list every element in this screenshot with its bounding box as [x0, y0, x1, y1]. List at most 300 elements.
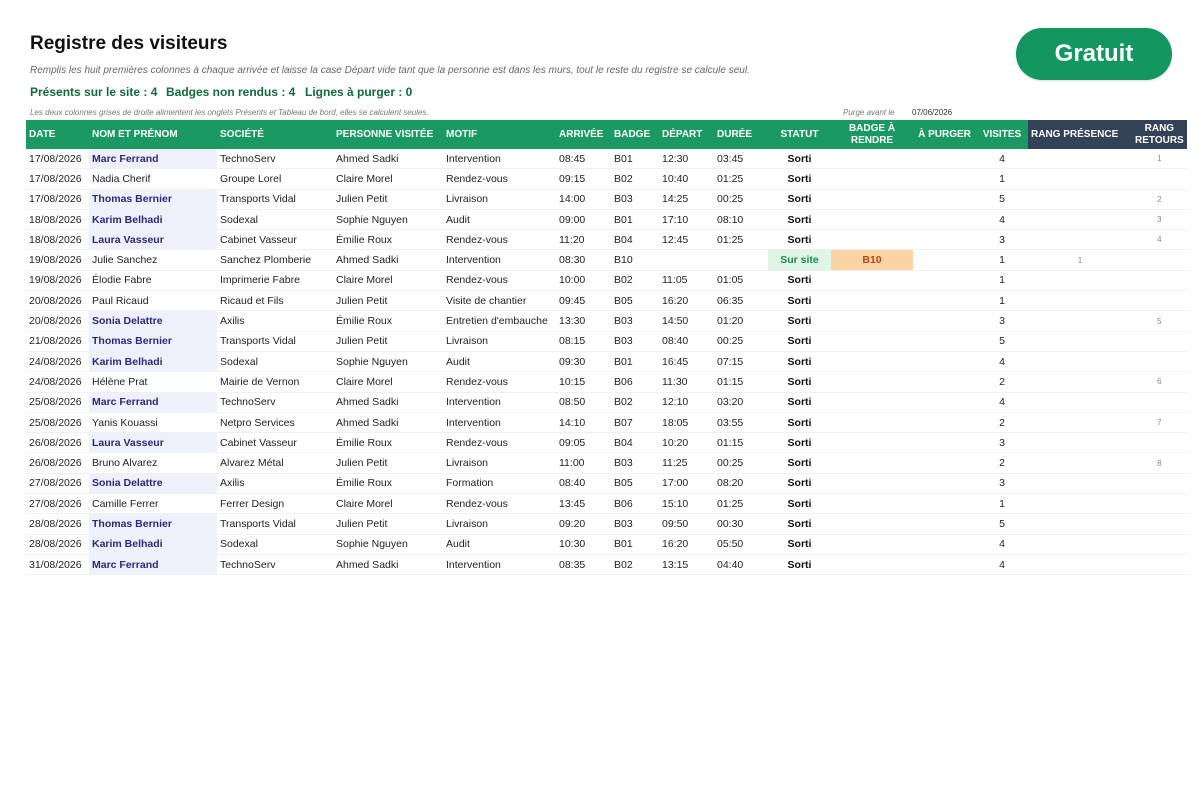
- badge-return-cell[interactable]: [831, 433, 913, 453]
- host-cell[interactable]: Émilie Roux: [333, 230, 443, 250]
- name-cell[interactable]: Hélène Prat: [89, 372, 217, 392]
- visits-cell[interactable]: 1: [976, 169, 1028, 189]
- host-cell[interactable]: Julien Petit: [333, 453, 443, 473]
- host-cell[interactable]: Claire Morel: [333, 169, 443, 189]
- badge-cell[interactable]: B02: [611, 270, 659, 290]
- badge-return-cell[interactable]: [831, 554, 913, 574]
- departure-cell[interactable]: 12:30: [659, 149, 714, 169]
- arrival-cell[interactable]: 09:05: [556, 433, 611, 453]
- name-cell[interactable]: Yanis Kouassi: [89, 412, 217, 432]
- purge-date-cell[interactable]: 07/06/2026: [912, 108, 953, 117]
- company-cell[interactable]: Cabinet Vasseur: [217, 433, 333, 453]
- rank-presence-cell[interactable]: 1: [1028, 250, 1132, 270]
- host-cell[interactable]: Claire Morel: [333, 270, 443, 290]
- departure-cell[interactable]: 08:40: [659, 331, 714, 351]
- purge-cell[interactable]: [913, 149, 976, 169]
- duration-cell[interactable]: 00:25: [714, 453, 768, 473]
- duration-cell[interactable]: 01:15: [714, 372, 768, 392]
- rank-returns-cell[interactable]: [1132, 514, 1187, 534]
- name-cell[interactable]: Karim Belhadi: [89, 209, 217, 229]
- name-cell[interactable]: Karim Belhadi: [89, 351, 217, 371]
- host-cell[interactable]: Ahmed Sadki: [333, 392, 443, 412]
- company-cell[interactable]: Axilis: [217, 311, 333, 331]
- purge-cell[interactable]: [913, 473, 976, 493]
- purge-cell[interactable]: [913, 372, 976, 392]
- purge-cell[interactable]: [913, 209, 976, 229]
- reason-cell[interactable]: Rendez-vous: [443, 494, 556, 514]
- badge-cell[interactable]: B06: [611, 372, 659, 392]
- col-company[interactable]: SOCIÉTÉ: [217, 120, 333, 149]
- host-cell[interactable]: Sophie Nguyen: [333, 209, 443, 229]
- date-cell[interactable]: 20/08/2026: [26, 311, 89, 331]
- reason-cell[interactable]: Intervention: [443, 412, 556, 432]
- badge-cell[interactable]: B01: [611, 351, 659, 371]
- date-cell[interactable]: 18/08/2026: [26, 230, 89, 250]
- badge-return-cell[interactable]: [831, 494, 913, 514]
- rank-returns-cell[interactable]: 8: [1132, 453, 1187, 473]
- duration-cell[interactable]: 03:55: [714, 412, 768, 432]
- badge-return-cell[interactable]: [831, 149, 913, 169]
- badge-return-cell[interactable]: [831, 311, 913, 331]
- col-arrival[interactable]: ARRIVÉE: [556, 120, 611, 149]
- duration-cell[interactable]: 05:50: [714, 534, 768, 554]
- purge-cell[interactable]: [913, 392, 976, 412]
- purge-cell[interactable]: [913, 230, 976, 250]
- reason-cell[interactable]: Rendez-vous: [443, 169, 556, 189]
- rank-returns-cell[interactable]: 1: [1132, 149, 1187, 169]
- host-cell[interactable]: Ahmed Sadki: [333, 250, 443, 270]
- departure-cell[interactable]: 12:45: [659, 230, 714, 250]
- rank-returns-cell[interactable]: 7: [1132, 412, 1187, 432]
- duration-cell[interactable]: 08:10: [714, 209, 768, 229]
- visits-cell[interactable]: 5: [976, 514, 1028, 534]
- name-cell[interactable]: Marc Ferrand: [89, 149, 217, 169]
- status-cell[interactable]: Sorti: [768, 453, 831, 473]
- arrival-cell[interactable]: 10:15: [556, 372, 611, 392]
- rank-returns-cell[interactable]: [1132, 534, 1187, 554]
- reason-cell[interactable]: Audit: [443, 351, 556, 371]
- rank-presence-cell[interactable]: [1028, 189, 1132, 209]
- name-cell[interactable]: Sonia Delattre: [89, 311, 217, 331]
- arrival-cell[interactable]: 09:30: [556, 351, 611, 371]
- badge-cell[interactable]: B02: [611, 554, 659, 574]
- col-duration[interactable]: DURÉE: [714, 120, 768, 149]
- status-cell[interactable]: Sorti: [768, 392, 831, 412]
- arrival-cell[interactable]: 11:00: [556, 453, 611, 473]
- badge-cell[interactable]: B03: [611, 311, 659, 331]
- arrival-cell[interactable]: 13:30: [556, 311, 611, 331]
- name-cell[interactable]: Thomas Bernier: [89, 331, 217, 351]
- purge-cell[interactable]: [913, 412, 976, 432]
- badge-cell[interactable]: B01: [611, 149, 659, 169]
- name-cell[interactable]: Sonia Delattre: [89, 473, 217, 493]
- rank-returns-cell[interactable]: [1132, 554, 1187, 574]
- visits-cell[interactable]: 1: [976, 250, 1028, 270]
- departure-cell[interactable]: 13:15: [659, 554, 714, 574]
- departure-cell[interactable]: 11:05: [659, 270, 714, 290]
- host-cell[interactable]: Émilie Roux: [333, 433, 443, 453]
- badge-cell[interactable]: B01: [611, 534, 659, 554]
- purge-cell[interactable]: [913, 169, 976, 189]
- rank-presence-cell[interactable]: [1028, 534, 1132, 554]
- date-cell[interactable]: 27/08/2026: [26, 473, 89, 493]
- rank-presence-cell[interactable]: [1028, 433, 1132, 453]
- rank-returns-cell[interactable]: [1132, 351, 1187, 371]
- visits-cell[interactable]: 4: [976, 351, 1028, 371]
- company-cell[interactable]: Sodexal: [217, 534, 333, 554]
- badge-cell[interactable]: B06: [611, 494, 659, 514]
- purge-cell[interactable]: [913, 331, 976, 351]
- col-badge[interactable]: BADGE: [611, 120, 659, 149]
- rank-presence-cell[interactable]: [1028, 230, 1132, 250]
- name-cell[interactable]: Thomas Bernier: [89, 514, 217, 534]
- purge-cell[interactable]: [913, 189, 976, 209]
- badge-return-cell[interactable]: [831, 291, 913, 311]
- visits-cell[interactable]: 3: [976, 473, 1028, 493]
- arrival-cell[interactable]: 09:15: [556, 169, 611, 189]
- departure-cell[interactable]: 16:45: [659, 351, 714, 371]
- company-cell[interactable]: Imprimerie Fabre: [217, 270, 333, 290]
- badge-return-cell[interactable]: [831, 412, 913, 432]
- reason-cell[interactable]: Intervention: [443, 149, 556, 169]
- badge-cell[interactable]: B05: [611, 473, 659, 493]
- departure-cell[interactable]: 12:10: [659, 392, 714, 412]
- rank-presence-cell[interactable]: [1028, 351, 1132, 371]
- rank-returns-cell[interactable]: 6: [1132, 372, 1187, 392]
- departure-cell[interactable]: 11:25: [659, 453, 714, 473]
- badge-cell[interactable]: B02: [611, 169, 659, 189]
- company-cell[interactable]: Sodexal: [217, 209, 333, 229]
- name-cell[interactable]: Bruno Alvarez: [89, 453, 217, 473]
- reason-cell[interactable]: Entretien d'embauche: [443, 311, 556, 331]
- badge-return-cell[interactable]: [831, 230, 913, 250]
- badge-return-cell[interactable]: [831, 331, 913, 351]
- name-cell[interactable]: Marc Ferrand: [89, 392, 217, 412]
- departure-cell[interactable]: [659, 250, 714, 270]
- duration-cell[interactable]: 00:25: [714, 331, 768, 351]
- departure-cell[interactable]: 17:10: [659, 209, 714, 229]
- rank-returns-cell[interactable]: 3: [1132, 209, 1187, 229]
- status-cell[interactable]: Sorti: [768, 433, 831, 453]
- departure-cell[interactable]: 16:20: [659, 534, 714, 554]
- badge-return-cell[interactable]: [831, 372, 913, 392]
- arrival-cell[interactable]: 14:00: [556, 189, 611, 209]
- company-cell[interactable]: Transports Vidal: [217, 514, 333, 534]
- purge-cell[interactable]: [913, 291, 976, 311]
- arrival-cell[interactable]: 08:15: [556, 331, 611, 351]
- arrival-cell[interactable]: 08:50: [556, 392, 611, 412]
- visits-cell[interactable]: 2: [976, 412, 1028, 432]
- date-cell[interactable]: 27/08/2026: [26, 494, 89, 514]
- duration-cell[interactable]: 01:25: [714, 169, 768, 189]
- duration-cell[interactable]: 01:20: [714, 311, 768, 331]
- status-cell[interactable]: Sorti: [768, 554, 831, 574]
- status-cell[interactable]: Sorti: [768, 189, 831, 209]
- col-departure[interactable]: DÉPART: [659, 120, 714, 149]
- departure-cell[interactable]: 18:05: [659, 412, 714, 432]
- company-cell[interactable]: Netpro Services: [217, 412, 333, 432]
- host-cell[interactable]: Sophie Nguyen: [333, 351, 443, 371]
- departure-cell[interactable]: 10:40: [659, 169, 714, 189]
- badge-return-cell[interactable]: [831, 189, 913, 209]
- col-status[interactable]: STATUT: [768, 120, 831, 149]
- status-cell[interactable]: Sorti: [768, 412, 831, 432]
- company-cell[interactable]: Ferrer Design: [217, 494, 333, 514]
- date-cell[interactable]: 17/08/2026: [26, 189, 89, 209]
- reason-cell[interactable]: Rendez-vous: [443, 372, 556, 392]
- date-cell[interactable]: 18/08/2026: [26, 209, 89, 229]
- duration-cell[interactable]: 00:25: [714, 189, 768, 209]
- rank-presence-cell[interactable]: [1028, 149, 1132, 169]
- reason-cell[interactable]: Rendez-vous: [443, 230, 556, 250]
- visits-cell[interactable]: 4: [976, 392, 1028, 412]
- name-cell[interactable]: Élodie Fabre: [89, 270, 217, 290]
- status-cell[interactable]: Sorti: [768, 209, 831, 229]
- rank-returns-cell[interactable]: [1132, 392, 1187, 412]
- name-cell[interactable]: Marc Ferrand: [89, 554, 217, 574]
- departure-cell[interactable]: 16:20: [659, 291, 714, 311]
- rank-returns-cell[interactable]: 2: [1132, 189, 1187, 209]
- badge-cell[interactable]: B05: [611, 291, 659, 311]
- badge-cell[interactable]: B03: [611, 331, 659, 351]
- duration-cell[interactable]: 00:30: [714, 514, 768, 534]
- duration-cell[interactable]: 01:25: [714, 494, 768, 514]
- status-cell[interactable]: Sorti: [768, 169, 831, 189]
- duration-cell[interactable]: 03:20: [714, 392, 768, 412]
- date-cell[interactable]: 31/08/2026: [26, 554, 89, 574]
- name-cell[interactable]: Karim Belhadi: [89, 534, 217, 554]
- host-cell[interactable]: Julien Petit: [333, 331, 443, 351]
- col-reason[interactable]: MOTIF: [443, 120, 556, 149]
- rank-returns-cell[interactable]: [1132, 494, 1187, 514]
- status-cell[interactable]: Sorti: [768, 534, 831, 554]
- name-cell[interactable]: Laura Vasseur: [89, 230, 217, 250]
- rank-presence-cell[interactable]: [1028, 392, 1132, 412]
- duration-cell[interactable]: 01:05: [714, 270, 768, 290]
- duration-cell[interactable]: 04:40: [714, 554, 768, 574]
- host-cell[interactable]: Ahmed Sadki: [333, 554, 443, 574]
- status-cell[interactable]: Sorti: [768, 331, 831, 351]
- arrival-cell[interactable]: 10:30: [556, 534, 611, 554]
- reason-cell[interactable]: Audit: [443, 209, 556, 229]
- name-cell[interactable]: Nadia Cherif: [89, 169, 217, 189]
- arrival-cell[interactable]: 13:45: [556, 494, 611, 514]
- departure-cell[interactable]: 17:00: [659, 473, 714, 493]
- date-cell[interactable]: 26/08/2026: [26, 433, 89, 453]
- reason-cell[interactable]: Livraison: [443, 189, 556, 209]
- host-cell[interactable]: Émilie Roux: [333, 311, 443, 331]
- badge-cell[interactable]: B01: [611, 209, 659, 229]
- status-cell[interactable]: Sorti: [768, 351, 831, 371]
- col-badge-return[interactable]: BADGE À RENDRE: [831, 120, 913, 149]
- date-cell[interactable]: 19/08/2026: [26, 270, 89, 290]
- host-cell[interactable]: Julien Petit: [333, 189, 443, 209]
- purge-cell[interactable]: [913, 494, 976, 514]
- visits-cell[interactable]: 4: [976, 554, 1028, 574]
- arrival-cell[interactable]: 11:20: [556, 230, 611, 250]
- badge-return-cell[interactable]: [831, 453, 913, 473]
- duration-cell[interactable]: 07:15: [714, 351, 768, 371]
- departure-cell[interactable]: 09:50: [659, 514, 714, 534]
- rank-presence-cell[interactable]: [1028, 412, 1132, 432]
- badge-cell[interactable]: B03: [611, 453, 659, 473]
- col-host[interactable]: PERSONNE VISITÉE: [333, 120, 443, 149]
- name-cell[interactable]: Thomas Bernier: [89, 189, 217, 209]
- company-cell[interactable]: Cabinet Vasseur: [217, 230, 333, 250]
- visits-cell[interactable]: 5: [976, 189, 1028, 209]
- badge-cell[interactable]: B02: [611, 392, 659, 412]
- purge-cell[interactable]: [913, 250, 976, 270]
- status-cell[interactable]: Sorti: [768, 291, 831, 311]
- duration-cell[interactable]: 03:45: [714, 149, 768, 169]
- company-cell[interactable]: Mairie de Vernon: [217, 372, 333, 392]
- visits-cell[interactable]: 1: [976, 494, 1028, 514]
- rank-presence-cell[interactable]: [1028, 291, 1132, 311]
- badge-cell[interactable]: B04: [611, 230, 659, 250]
- reason-cell[interactable]: Intervention: [443, 250, 556, 270]
- purge-cell[interactable]: [913, 534, 976, 554]
- departure-cell[interactable]: 10:20: [659, 433, 714, 453]
- badge-return-cell[interactable]: [831, 169, 913, 189]
- badge-return-cell[interactable]: [831, 270, 913, 290]
- badge-return-cell[interactable]: [831, 514, 913, 534]
- date-cell[interactable]: 19/08/2026: [26, 250, 89, 270]
- company-cell[interactable]: Alvarez Métal: [217, 453, 333, 473]
- rank-returns-cell[interactable]: [1132, 473, 1187, 493]
- departure-cell[interactable]: 15:10: [659, 494, 714, 514]
- rank-returns-cell[interactable]: 4: [1132, 230, 1187, 250]
- purge-cell[interactable]: [913, 554, 976, 574]
- duration-cell[interactable]: 06:35: [714, 291, 768, 311]
- host-cell[interactable]: Claire Morel: [333, 372, 443, 392]
- reason-cell[interactable]: Audit: [443, 534, 556, 554]
- rank-returns-cell[interactable]: [1132, 270, 1187, 290]
- badge-cell[interactable]: B04: [611, 433, 659, 453]
- arrival-cell[interactable]: 14:10: [556, 412, 611, 432]
- duration-cell[interactable]: [714, 250, 768, 270]
- rank-returns-cell[interactable]: 5: [1132, 311, 1187, 331]
- company-cell[interactable]: Transports Vidal: [217, 189, 333, 209]
- visits-cell[interactable]: 4: [976, 149, 1028, 169]
- date-cell[interactable]: 24/08/2026: [26, 372, 89, 392]
- visits-cell[interactable]: 3: [976, 433, 1028, 453]
- purge-cell[interactable]: [913, 514, 976, 534]
- badge-return-cell[interactable]: B10: [831, 250, 913, 270]
- rank-returns-cell[interactable]: [1132, 433, 1187, 453]
- badge-return-cell[interactable]: [831, 351, 913, 371]
- reason-cell[interactable]: Livraison: [443, 514, 556, 534]
- company-cell[interactable]: Axilis: [217, 473, 333, 493]
- arrival-cell[interactable]: 09:00: [556, 209, 611, 229]
- arrival-cell[interactable]: 08:30: [556, 250, 611, 270]
- badge-cell[interactable]: B03: [611, 189, 659, 209]
- arrival-cell[interactable]: 10:00: [556, 270, 611, 290]
- date-cell[interactable]: 26/08/2026: [26, 453, 89, 473]
- col-name[interactable]: NOM ET PRÉNOM: [89, 120, 217, 149]
- visits-cell[interactable]: 5: [976, 331, 1028, 351]
- status-cell[interactable]: Sorti: [768, 494, 831, 514]
- date-cell[interactable]: 25/08/2026: [26, 412, 89, 432]
- rank-presence-cell[interactable]: [1028, 554, 1132, 574]
- company-cell[interactable]: Sodexal: [217, 351, 333, 371]
- visits-cell[interactable]: 4: [976, 534, 1028, 554]
- badge-return-cell[interactable]: [831, 473, 913, 493]
- date-cell[interactable]: 28/08/2026: [26, 534, 89, 554]
- purge-cell[interactable]: [913, 351, 976, 371]
- name-cell[interactable]: Julie Sanchez: [89, 250, 217, 270]
- visits-cell[interactable]: 3: [976, 230, 1028, 250]
- reason-cell[interactable]: Livraison: [443, 331, 556, 351]
- badge-return-cell[interactable]: [831, 209, 913, 229]
- rank-presence-cell[interactable]: [1028, 372, 1132, 392]
- rank-returns-cell[interactable]: [1132, 331, 1187, 351]
- date-cell[interactable]: 17/08/2026: [26, 169, 89, 189]
- visits-cell[interactable]: 2: [976, 372, 1028, 392]
- rank-presence-cell[interactable]: [1028, 453, 1132, 473]
- badge-return-cell[interactable]: [831, 392, 913, 412]
- arrival-cell[interactable]: 08:35: [556, 554, 611, 574]
- date-cell[interactable]: 24/08/2026: [26, 351, 89, 371]
- rank-presence-cell[interactable]: [1028, 331, 1132, 351]
- rank-returns-cell[interactable]: [1132, 250, 1187, 270]
- company-cell[interactable]: TechnoServ: [217, 392, 333, 412]
- company-cell[interactable]: TechnoServ: [217, 554, 333, 574]
- col-purge[interactable]: À PURGER: [913, 120, 976, 149]
- date-cell[interactable]: 20/08/2026: [26, 291, 89, 311]
- departure-cell[interactable]: 14:25: [659, 189, 714, 209]
- reason-cell[interactable]: Formation: [443, 473, 556, 493]
- duration-cell[interactable]: 01:15: [714, 433, 768, 453]
- status-cell[interactable]: Sorti: [768, 311, 831, 331]
- host-cell[interactable]: Julien Petit: [333, 514, 443, 534]
- visits-cell[interactable]: 2: [976, 453, 1028, 473]
- company-cell[interactable]: TechnoServ: [217, 149, 333, 169]
- rank-presence-cell[interactable]: [1028, 514, 1132, 534]
- reason-cell[interactable]: Livraison: [443, 453, 556, 473]
- reason-cell[interactable]: Intervention: [443, 554, 556, 574]
- reason-cell[interactable]: Visite de chantier: [443, 291, 556, 311]
- date-cell[interactable]: 21/08/2026: [26, 331, 89, 351]
- arrival-cell[interactable]: 09:45: [556, 291, 611, 311]
- status-cell[interactable]: Sorti: [768, 230, 831, 250]
- visits-cell[interactable]: 1: [976, 291, 1028, 311]
- badge-return-cell[interactable]: [831, 534, 913, 554]
- reason-cell[interactable]: Rendez-vous: [443, 270, 556, 290]
- status-cell[interactable]: Sorti: [768, 270, 831, 290]
- host-cell[interactable]: Claire Morel: [333, 494, 443, 514]
- status-cell[interactable]: Sur site: [768, 250, 831, 270]
- status-cell[interactable]: Sorti: [768, 514, 831, 534]
- purge-cell[interactable]: [913, 270, 976, 290]
- company-cell[interactable]: Groupe Lorel: [217, 169, 333, 189]
- arrival-cell[interactable]: 08:45: [556, 149, 611, 169]
- purge-cell[interactable]: [913, 453, 976, 473]
- rank-presence-cell[interactable]: [1028, 169, 1132, 189]
- host-cell[interactable]: Julien Petit: [333, 291, 443, 311]
- visits-cell[interactable]: 1: [976, 270, 1028, 290]
- rank-returns-cell[interactable]: [1132, 291, 1187, 311]
- reason-cell[interactable]: Intervention: [443, 392, 556, 412]
- reason-cell[interactable]: Rendez-vous: [443, 433, 556, 453]
- arrival-cell[interactable]: 09:20: [556, 514, 611, 534]
- duration-cell[interactable]: 08:20: [714, 473, 768, 493]
- visits-cell[interactable]: 3: [976, 311, 1028, 331]
- host-cell[interactable]: Émilie Roux: [333, 473, 443, 493]
- name-cell[interactable]: Camille Ferrer: [89, 494, 217, 514]
- name-cell[interactable]: Laura Vasseur: [89, 433, 217, 453]
- badge-cell[interactable]: B03: [611, 514, 659, 534]
- host-cell[interactable]: Ahmed Sadki: [333, 412, 443, 432]
